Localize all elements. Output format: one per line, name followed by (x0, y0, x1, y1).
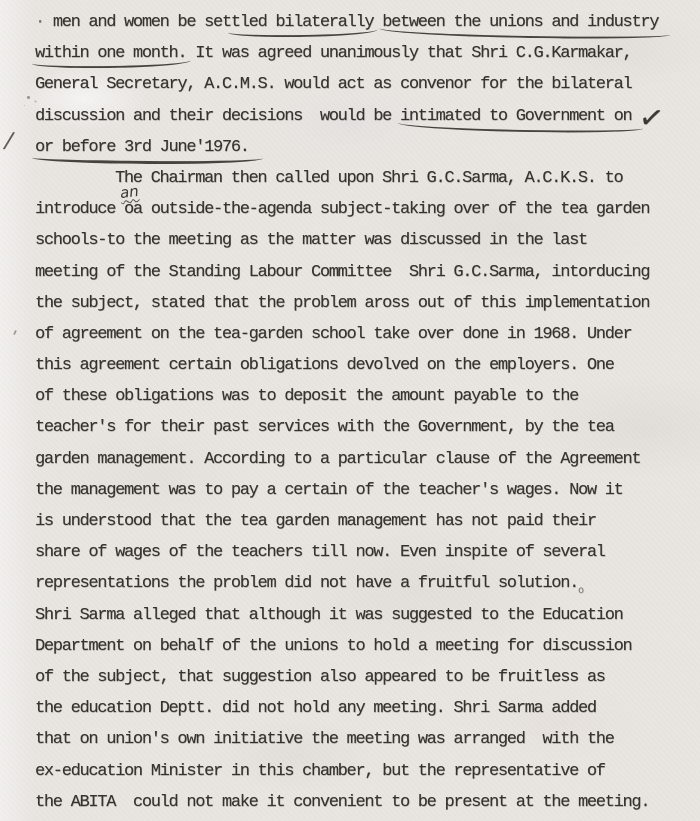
text-segment: the education Deptt. did not hold any meeting. Shri Sarma added (35, 699, 596, 719)
text-line (35, 7, 692, 38)
text-line (35, 69, 692, 100)
text-segment: discussion and their decisions would be (35, 106, 400, 126)
underlined-text-segment: tled bilaterally (230, 13, 374, 32)
ink-speck (27, 96, 30, 99)
text-line (35, 787, 692, 818)
text-block (35, 7, 692, 818)
text-segment: the management was to pay a certain of the teacher's wages. Now it (35, 480, 623, 500)
text-line (35, 724, 692, 755)
text-segment: oa an (124, 194, 142, 225)
text-line (35, 693, 692, 724)
text-segment: outside-the-agenda subject-taking over of the tea garden (141, 200, 650, 220)
text-segment: share of wages of the teachers till now. Even inspite of several (35, 543, 605, 563)
text-segment: of the subject, that suggestion also appeared to be fruitless as (35, 667, 605, 687)
text-segment: schools-to the meeting as the matter was discussed in the last (35, 231, 587, 251)
handwritten-checkmark-icon: ✓ (636, 98, 667, 138)
text-segment: It was agreed unanimously that Shri C.G.Karmakar, (186, 44, 632, 64)
text-line (35, 381, 692, 412)
text-line (35, 537, 692, 568)
text-line (35, 444, 692, 475)
ink-speck (13, 330, 17, 335)
text-segment: of agreement on the tea-garden school take over done in 1968. Under (35, 324, 632, 344)
text-line (35, 182, 692, 225)
handwritten-margin-tick: / (1, 127, 16, 155)
text-line (35, 631, 692, 662)
text-line (35, 568, 692, 599)
text-segment: The Chairman then called upon Shri G.C.Sarma, A.C.K.S. to (115, 168, 623, 188)
text-line (35, 506, 692, 537)
underlined-text-segment: intimated to Government on (399, 106, 632, 126)
text-line (35, 319, 692, 350)
text-segment: Department on behalf of the unions to hold a meeting for discussion (35, 636, 632, 656)
text-line (35, 38, 692, 69)
text-segment: meeting of the Standing Labour Committee Shri G.C.Sarma, intorducing (35, 262, 650, 282)
text-segment: this agreement certain obligations devolved on the employers. One (35, 356, 614, 376)
text-line (35, 600, 692, 631)
text-line (35, 475, 692, 506)
text-line (35, 225, 692, 256)
text-line (35, 662, 692, 693)
text-segment: the ABITA could not make it convenient to be present at the meeting. (35, 792, 650, 812)
text-line (35, 132, 692, 163)
text-segment: representations the problem did not have a fruitful solution. (35, 574, 579, 594)
underlined-text-segment: between the unions and industry (382, 13, 659, 32)
text-line (35, 350, 692, 381)
text-segment: that on union's own initiative the meeting was arranged with the (35, 730, 614, 750)
text-line (35, 412, 692, 443)
text-line (35, 288, 692, 319)
text-segment: men and women be set (52, 13, 231, 32)
text-segment: of these obligations was to deposit the amount payable to the (35, 387, 579, 407)
underlined-text-segment: within one month. (35, 44, 187, 64)
text-segment: ex-education Minister in this chamber, but the representative of (35, 761, 605, 781)
text-segment: General Secretary, A.C.M.S. would act as convenor for the bilateral (35, 75, 632, 95)
text-segment: introduce (35, 200, 125, 220)
handwritten-correction: an (118, 182, 140, 203)
text-line (35, 98, 692, 138)
text-segment: garden management. According to a particular clause of the Agreement (35, 449, 641, 469)
text-segment: o (578, 586, 585, 598)
text-segment: is understood that the tea garden management has not paid their (35, 512, 596, 531)
text-segment: Shri Sarma alleged that although it was suggested to the Education (35, 605, 623, 625)
text-segment: teacher's for their past services with the Government, by the tea (35, 418, 614, 438)
underlined-text-segment: or before 3rd June'1976. (35, 137, 249, 157)
text-line (35, 257, 692, 288)
text-segment: the subject, stated that the problem aross out of this implementation (35, 293, 650, 313)
text-segment: · (35, 13, 53, 32)
text-line (35, 756, 692, 787)
